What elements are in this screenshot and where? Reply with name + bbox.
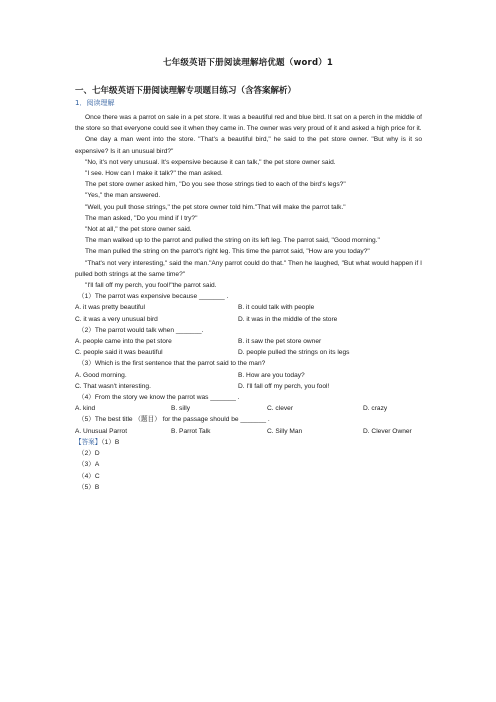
option-a: A. it was pretty beautiful <box>75 304 146 312</box>
option-c: C. it was a very unusual bird <box>75 315 158 323</box>
question-5-options <box>75 426 422 437</box>
option-c: C. That wasn't interesting. <box>75 382 151 390</box>
question-2-options <box>75 336 422 347</box>
option-a: A. Unusual Parrot <box>75 427 128 435</box>
option-c: C. clever <box>267 405 294 413</box>
passage-paragraph: The man pulled the string on the parrot's right leg. This time the parrot said, "How are you today?" <box>85 248 370 256</box>
passage-paragraph: The pet store owner asked him, "Do you see those strings tied to each of the bird's legs?" <box>85 181 346 189</box>
question-1-options <box>75 302 422 313</box>
answer-item: （4）C <box>78 472 100 480</box>
option-c: C. people said it was beautiful <box>75 349 163 357</box>
passage-paragraph: "Not at all," the pet store owner said. <box>85 226 192 234</box>
passage-paragraph: The man walked up to the parrot and pulled the string on its left leg. The parrot said, "Good morning." <box>85 237 380 245</box>
option-d: D. people pulled the strings on its legs <box>238 349 350 357</box>
question-3-options <box>75 381 422 392</box>
passage-paragraph: "That's not very interesting," said the man."Any parrot could do that." Then he laughed, "But what would happen if I pulled both strings at the same time?" <box>75 259 422 278</box>
section-heading: 一、七年级英语下册阅读理解专项题目练习（含答案解析） <box>75 86 297 96</box>
option-b: B. silly <box>171 405 191 413</box>
subsection-number: 1． <box>75 99 87 107</box>
passage-paragraph: "I'll fall off my perch, you fool!"the parrot said. <box>85 282 217 290</box>
answer-item: （2）D <box>78 450 100 458</box>
passage-paragraph: One day a man went into the store. "That's a beautiful bird," he said to the pet store owner. "But why is it so expensive? Is it an unusual bird?" <box>75 136 422 155</box>
passage-paragraph: "Yes," the man answered. <box>85 192 161 200</box>
passage-paragraph: Once there was a parrot on sale in a pet store. It was a beautiful red and blue bird. It sat on a perch in the middle of the store so that everyone could see it when they came in. The owner was very proud of it and asked a high price for it. <box>75 114 422 133</box>
option-b: B. it could talk with people <box>238 304 315 312</box>
question-3-options <box>75 370 422 381</box>
content-body <box>75 112 422 493</box>
answer-item: （3）A <box>78 461 100 469</box>
question-1-stem: （1）The parrot was expensive because _______ . <box>78 293 229 301</box>
question-2-stem: （2）The parrot would talk when _______. <box>78 326 204 334</box>
answer-item: （5）B <box>78 483 100 491</box>
document-title: 七年级英语下册阅读理解培优题（word）1 <box>162 58 334 68</box>
passage-paragraph: The man asked, "Do you mind if I try?" <box>85 214 198 222</box>
option-a: A. people came into the pet store <box>75 338 172 346</box>
question-4-options <box>75 403 422 414</box>
option-c: C. Silly Man <box>267 427 303 435</box>
option-b: B. it saw the pet store owner <box>238 338 322 346</box>
question-4-stem: （4）From the story we know the parrot was _______ . <box>78 394 240 402</box>
subsection-label: 阅读理解 <box>86 99 115 107</box>
answer-item: （1）B <box>101 438 120 446</box>
option-a: A. kind <box>75 405 96 413</box>
question-5-stem: （5）The best title （题目） for the passage should be _______ . <box>78 416 270 424</box>
passage-paragraph: "No, it's not very unusual. It's expensive because it can talk," the pet store owner said. <box>85 158 336 166</box>
question-1-options <box>75 314 422 325</box>
subsection-heading <box>75 98 114 108</box>
passage-paragraph: "Well, you pull those strings," the pet store owner told him."That will make the parrot talk." <box>85 203 346 211</box>
option-d: D. Clever Owner <box>363 427 412 435</box>
option-b: B. How are you today? <box>238 371 305 379</box>
option-d: D. I'll fall off my perch, you fool! <box>238 382 330 390</box>
answer-label: 【答案】 <box>75 438 102 446</box>
answer-line <box>75 437 422 448</box>
option-a: A. Good morning. <box>75 371 127 379</box>
passage-paragraph: "I see. How can I make it talk?" the man asked. <box>85 170 223 178</box>
question-3-stem: （3）Which is the first sentence that the parrot said to the man? <box>78 360 266 368</box>
question-2-options <box>75 347 422 358</box>
option-d: D. crazy <box>363 405 388 413</box>
option-b: B. Parrot Talk <box>171 427 211 435</box>
option-d: D. it was in the middle of the store <box>238 315 338 323</box>
